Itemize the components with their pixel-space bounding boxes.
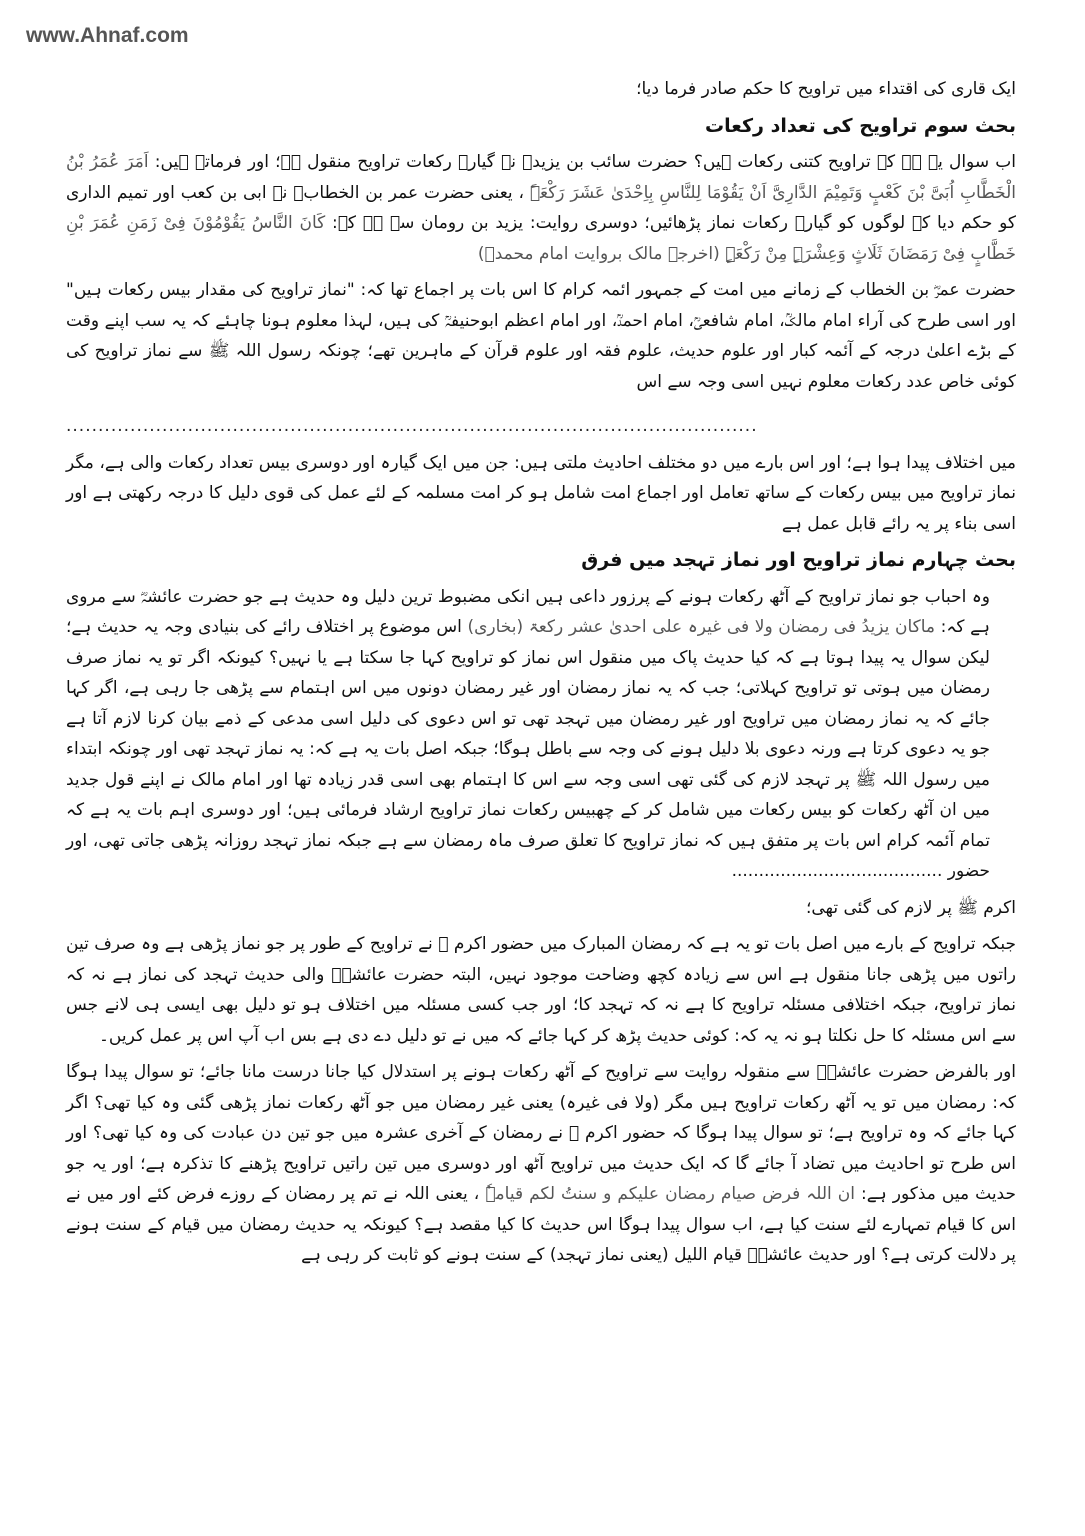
dotted-separator: ....................................... <box>731 861 943 881</box>
paragraph-text: وہ احباب جو نماز تراویح کے آٹھ رکعات ہونے کے پرزور داعی ہیں انکی مضبوط ترین دلیل وہ حدیث ہے جو حضرت عائشہؓ سے مروی ہے کہ: <box>66 586 991 637</box>
paragraph <box>66 147 1016 269</box>
section-heading: بحث چہارم نماز تراویح اور نماز تہجد میں فرق <box>581 549 1016 571</box>
paragraph: حضرت عمرؓ بن الخطاب کے زمانے میں امت کے جمہور ائمہ کرام کا اس بات پر اجماع تھا کہ: "نماز تراویح کی مقدار بیس رکعات ہیں" اور اسی طرح کی آراء امام مالکؒ، امام شافعیؒ، امام احمدؒ، اور امام اعظم ابوحنیفہؒ کی ہیں، لہذا معلوم ہونا چاہئے کہ یہ سب اپنے وقت کے بڑے اعلیٰ درجہ کے آئمہ کبار اور علوم حدیث، علوم فقہ اور علوم قرآن کے ماہرین تھے؛ چونکہ رسول اللہ ﷺ سے نماز تراویح کی کوئی خاص عدد رکعات معلوم نہیں اسی وجہ سے اس <box>66 280 1016 392</box>
paragraph-text: ، یعنی حضرت عمر بن الخطابؓ نے ابی بن کعب اور تمیم الداری کو حکم دیا کہ لوگوں کو گیارہ رکعات نماز پڑھائیں؛ دوسری روایت: یزید بن رومان سے ہے کہ: <box>66 182 1016 233</box>
paragraph-text: ، یعنی اللہ نے تم پر رمضان کے روزے فرض کئے اور میں نے اس کا قیام تمہارے لئے سنت کیا ہے، اب سوال پیدا ہوگا اس حدیث کا کیا مقصد ہے؟ کیونکہ یہ حدیث رمضان میں قیام کے سنت ہونے پر دلالت کرتی ہے؟ اور حدیث عائشہؓ قیام اللیل (یعنی نماز تہجد) کے سنت ہونے کو ثابت کر رہی ہے <box>66 1184 1016 1265</box>
citation: (اخرجہ مالک بروایت امام محمدؒ) <box>477 243 720 264</box>
arabic-quote: کَانَ النَّاسُ یَقُوْمُوْنَ فِیْ زَمَنِ عُمَرَ بْنِ خَطَّابٍ فِیْ رَمَضَانَ ثَلَاثٍ وَعِشْرَۃٍ مِنْ رَکْعَۃٍ <box>66 213 1016 264</box>
site-url[interactable]: www.Ahnaf.com <box>26 24 189 47</box>
paragraph-text: اب سوال یہ ہے کہ تراویح کتنی رکعات ہیں؟ حضرت سائب بن یزیدؓ نے گیارہ رکعات تراویح منقول ہے؛ اور فرماتے ہیں: <box>154 152 1016 172</box>
dotted-separator: ............................................................................................................ <box>66 416 758 436</box>
arabic-quote: اَمَرَ عُمَرُ بْنُ الْخَطَّابِ اُبَیَّ بْنَ کَعْبٍ وَتَمِیْمَ الدَّارِیَّ اَنْ یَقُوْمَا لِلنَّاسِ بِاِحْدَیٰ عَشَرَ رَکْعَۃً <box>66 152 1017 203</box>
paragraph <box>66 1057 1016 1271</box>
paragraph: ایک قاری کی اقتداء میں تراویح کا حکم صادر فرما دیا؛ <box>636 79 1016 99</box>
section-heading: بحث سوم تراویح کی تعداد رکعات <box>705 114 1016 137</box>
document-body <box>66 74 1016 1277</box>
paragraph: اکرم ﷺ پر لازم کی گئی تھی؛ <box>805 897 1016 918</box>
arabic-quote: ماکان یزیدُ فی رمضان ولا فی غیرہ علی احدیٰ عشر رکعۃ (بخاری) <box>467 617 936 637</box>
paragraph: میں اختلاف پیدا ہوا ہے؛ اور اس بارے میں دو مختلف احادیث ملتی ہیں: جن میں ایک گیارہ اور دوسری بیس تعداد رکعات والی ہے، مگر نماز تراویح میں بیس رکعات کے ساتھ تعامل اور اجماع امت شامل ہو کر امت مسلمہ کے لئے عمل کی قوی دلیل کا درجہ رکھتی ہے اور اسی بناء پر یہ رائے قابل عمل ہے <box>66 452 1016 534</box>
paragraph <box>66 582 1016 887</box>
paragraph-text: اور بالفرض حضرت عائشہؓ سے منقولہ روایت سے تراویح کے آٹھ رکعات ہونے پر استدلال کیا جانا درست مانا جائے؛ تو سوال پیدا ہوگا کہ: رمضان میں تو یہ آٹھ رکعات تراویح ہیں مگر (ولا فی غیرہ) یعنی غیر رمضان میں جو آٹھ رکعات نماز پڑھی گئی وہ کیا تھی؟ اگر کہا جائے کہ وہ تراویح ہے؛ تو سوال پیدا ہوگا کہ حضور اکرم ﷺ نے رمضان کے آخری عشرہ میں جو تین دن عبادت کی وہ کیا تھی؟ اور اس طرح تو احادیث میں تضاد آ جائے گا کہ ایک حدیث میں تراویح آٹھ اور دوسری میں تین راتیں تراویح پڑھنے کا تذکرہ ہے؛ اور یہ جو حدیث میں مذکور ہے: <box>66 1062 1016 1204</box>
paragraph-text: اس موضوع پر اختلاف رائے کی بنیادی وجہ یہ حدیث ہے؛ لیکن سوال یہ پیدا ہوتا ہے کہ کیا حدیث پاک میں منقول اس نماز کو تراویح کہا جا سکتا ہے یا نہیں؟ کیونکہ اگر تو یہ نماز صرف رمضان میں ہوتی تو تراویح کہلاتی؛ جب کہ یہ نماز رمضان اور غیر رمضان دونوں میں اس اہتمام سے پڑھی جا رہی ہے، اگر کہا جائے کہ یہ نماز رمضان میں تراویح اور غیر رمضان میں تہجد تھی تو اس دعوی کی دلیل اسی مدعی کے ذمے بیان کرنا لازم آتا ہے جو یہ دعوی کرتا ہے ورنہ دعوی بلا دلیل ہونے کی وجہ سے باطل ہوگا؛ جبکہ اصل بات یہ ہے کہ: یہ نماز تہجد تھی اور چونکہ ابتداء میں رسول اللہ ﷺ پر تہجد لازم کی گئی تھی اسی وجہ سے اس کا اہتمام بھی اسی قدر زیادہ تھا اور امام مالک نے اپنے قول جدید میں ان آٹھ رکعات کو بیس رکعات میں شامل کر کے چھبیس رکعات نماز تراویح ارشاد فرمائی ہیں؛ اور دوسری اہم بات یہ ہے کہ تمام آئمہ کرام اس بات پر متفق ہیں کہ نماز تراویح کا تعلق صرف ماہ رمضان سے ہے جبکہ نماز تہجد روزانہ پڑھی جاتی تھی، اور حضور <box>66 617 990 881</box>
paragraph: جبکہ تراویح کے بارے میں اصل بات تو یہ ہے کہ رمضان المبارک میں حضور اکرم ﷺ نے تراویح کے طور پر جو نماز پڑھی ہے وہ صرف تین راتوں میں پڑھی جانا منقول ہے اس سے زیادہ کچھ وضاحت موجود نہیں، البتہ حضرت عائشہؓ والی حدیث تہجد کی نماز ہے نہ کہ نماز تراویح، جبکہ اختلافی مسئلہ تراویح کا ہے نہ کہ تہجد کا؛ اور جب کسی مسئلہ میں اختلاف ہو تو دلیل بھی ایسی ہی لانے جس سے اس مسئلہ کا حل نکلتا ہو نہ یہ کہ: کوئی حدیث پڑھ کر کہا جائے کہ میں نے تو دلیل دے دی ہے بس اب آپ اس پر عمل کریں۔ <box>66 934 1016 1046</box>
arabic-quote: ان اللہ فرض صیام رمضان علیکم و سنتُ لکم قیامہٗ <box>485 1184 855 1204</box>
